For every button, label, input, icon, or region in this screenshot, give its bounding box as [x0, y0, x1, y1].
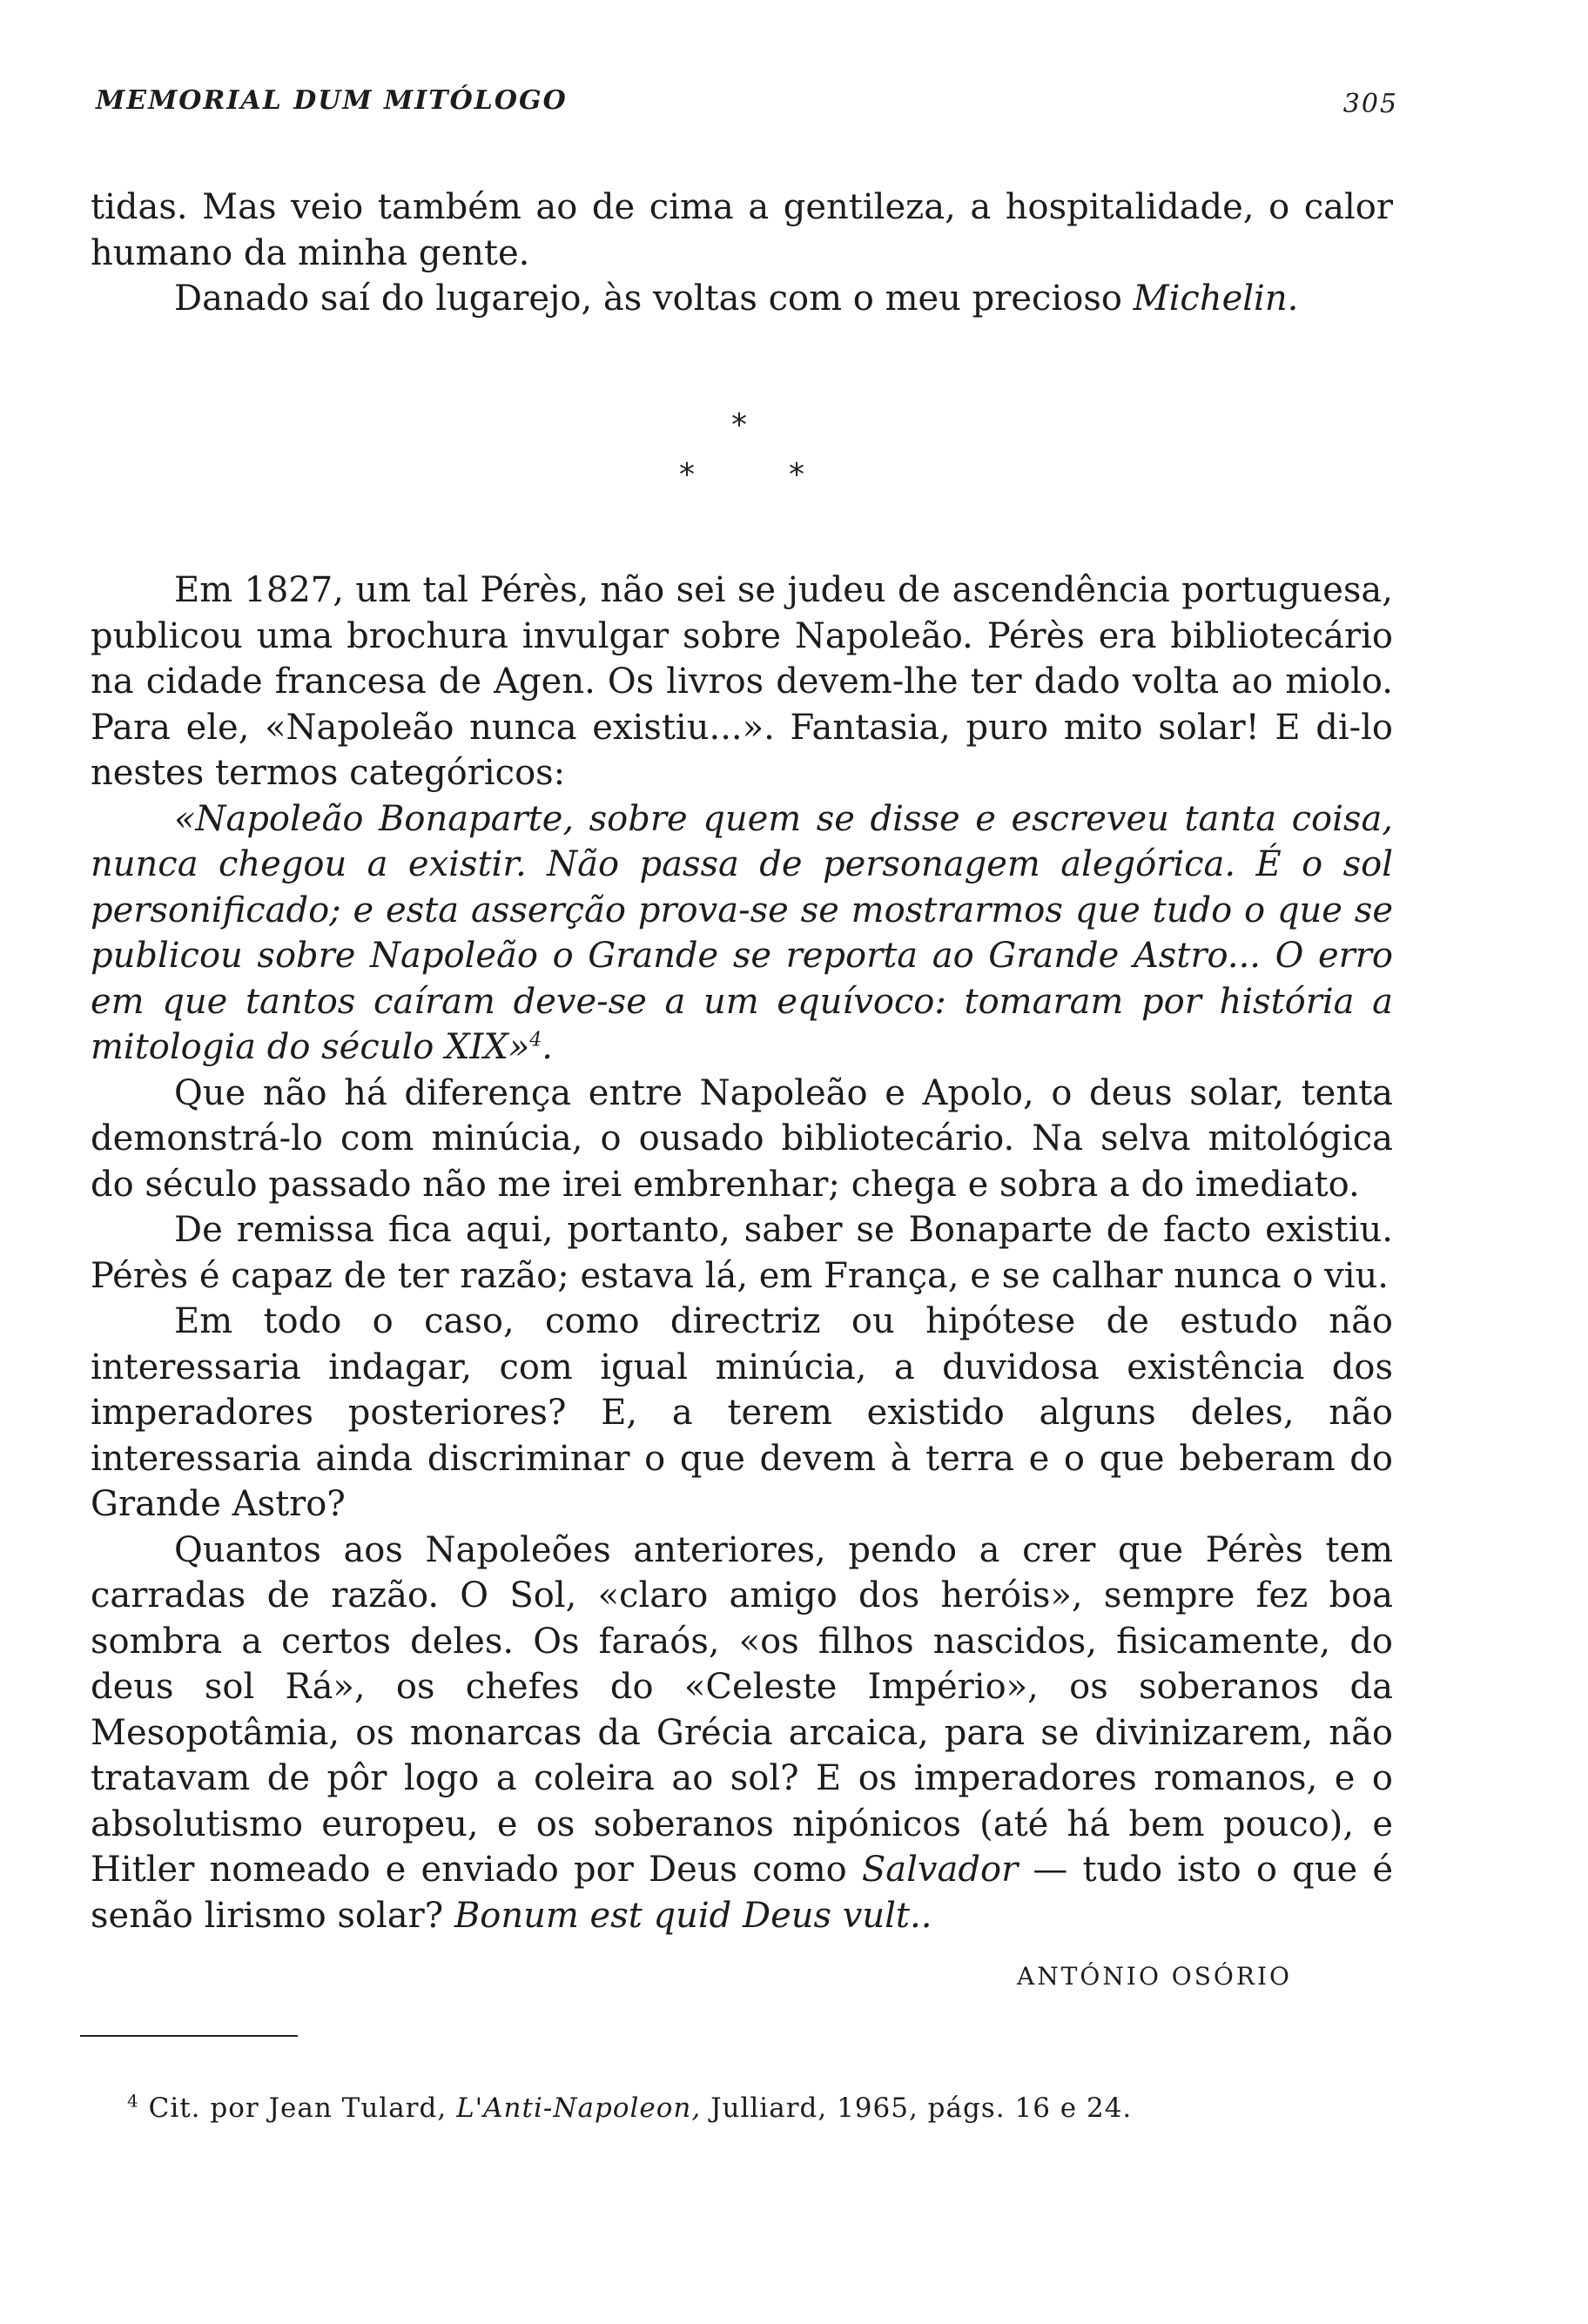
opening-text — [91, 185, 1393, 322]
footnote-number: 4 — [127, 2090, 139, 2112]
author-signature: ANTÓNIO OSÓRIO — [1017, 1962, 1292, 1991]
quote-text: «Napoleão Bonaparte, sobre quem se disse e escreveu tanta coisa, nunca chegou a existir. Não passa de personagem alegórica. É o sol personificado; e esta asserção prova-se se mostrarmos que tudo o que se publicou sobre Napoleão o Grande se reporta ao Grande Astro... O erro em que tantos caíram deve-se a um equívoco: tomaram por história a mitologia do século XIX» — [91, 798, 1393, 1067]
paragraph-michelin — [91, 276, 1393, 322]
paragraph-imperadores: Em todo o caso, como directriz ou hipótese de estudo não interessaria indagar, com igual minúcia, a duvidosa existência dos imperadores posteriores? E, a terem existido alguns deles, não interessaria ainda discriminar o que devem à terra e o que beberam do Grande Astro? — [91, 1301, 1393, 1524]
paragraph-apolo: Que não há diferença entre Napoleão e Apolo, o deus solar, tenta demonstrá-lo com minúcia, o ousado bibliotecário. Na selva mitológica do século passado não me irei embrenhar; chega e sobra a do imediato. — [91, 1072, 1393, 1205]
paragraph-napoleoes — [91, 1528, 1393, 1939]
page-number: 305 — [1342, 89, 1398, 119]
italic-word: Salvador — [861, 1850, 1019, 1890]
footnote-text: Julliard, 1965, págs. 16 e 24. — [701, 2092, 1133, 2124]
paragraph-text: Danado saí do lugarejo, às voltas com o meu precioso — [174, 279, 1134, 319]
footnote-text: Cit. por Jean Tulard, — [148, 2092, 457, 2124]
footnote-book-title: L'Anti-Napoleon, — [456, 2092, 702, 2124]
asterism-star: * — [731, 407, 747, 443]
main-text — [91, 568, 1393, 1938]
footnote-divider — [80, 2035, 298, 2037]
italic-title: Michelin. — [1133, 279, 1299, 319]
paragraph-text: — tudo isto o que é senão lirismo solar? — [91, 1850, 1394, 1936]
paragraph-peres: Em 1827, um tal Pérès, não sei se judeu de ascendência portuguesa, publicou uma brochura invulgar sobre Napoleão. Pérès era bibliotecário na cidade francesa de Agen. Os livros devem-lhe ter dado volta ao miolo. Para ele, «Napoleão nunca existiu...». Fantasia, puro mito solar! E di-lo nestes termos categóricos: — [91, 570, 1393, 793]
asterism-star: * — [679, 457, 695, 493]
footnote — [127, 2092, 1132, 2124]
quote-end: . — [542, 1027, 554, 1067]
paragraph-remissa: De remissa fica aqui, portanto, saber se Bonaparte de facto existiu. Pérès é capaz de ter razão; estava lá, em França, e se calhar nunca o viu. — [91, 1210, 1393, 1296]
paragraph-text: Quantos aos Napoleões anteriores, pendo a crer que Pérès tem carradas de razão. O Sol, «claro amigo dos heróis», sempre fez boa sombra a certos deles. Os faraós, «os filhos nascidos, fisicamente, do deus sol Rá», os chefes do «Celeste Império», os soberanos da Mesopotâmia, os monarcas da Grécia arcaica, para se divinizarem, não tratavam de pôr logo a coleira ao sol? E os imperadores romanos, e o absolutismo europeu, e os soberanos nipónicos (até há bem pouco), e Hitler nomeado e enviado por Deus como — [91, 1529, 1393, 1890]
asterism-star: * — [789, 457, 804, 493]
footnote-reference: 4 — [529, 1029, 542, 1051]
block-quote — [91, 796, 1393, 1071]
latin-phrase: Bonum est quid Deus vult.. — [454, 1895, 932, 1936]
running-head: MEMORIAL DUM MITÓLOGO — [96, 85, 568, 116]
paragraph-continuation: tidas. Mas veio também ao de cima a gentileza, a hospitalidade, o calor humano da minha gente. — [91, 187, 1393, 273]
